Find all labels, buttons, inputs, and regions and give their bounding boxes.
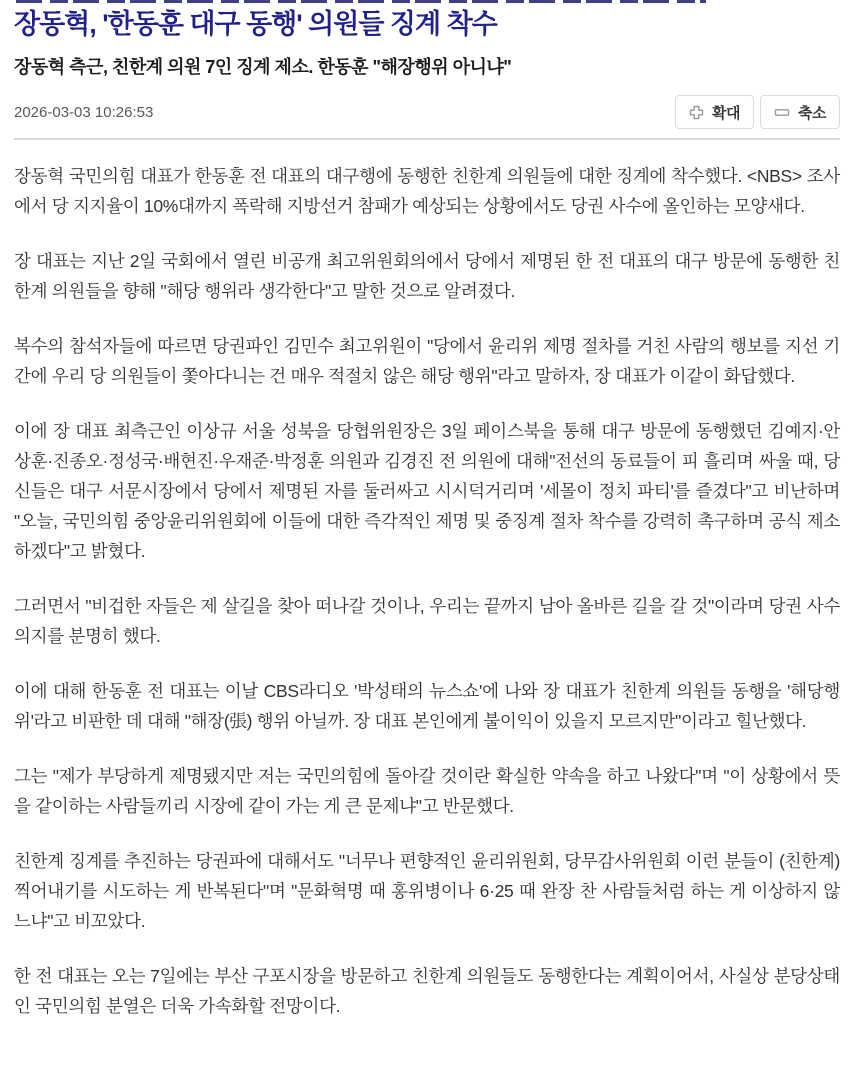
article-paragraph: 이에 장 대표 최측근인 이상규 서울 성북을 당협위원장은 3일 페이스북을 통해 대구 방문에 동행했던 김예지·안상훈·진종오·정성국·배현진·우재준·박정훈 의원과 김경진 전 의원에 대해"전선의 동료들이 피 흘리며 싸울 때, 당신들은 대구 서문시장에서 당에서 제명된 자를 둘러싸고 시시덕거리며 '세몰이 정치 파티'를 즐겼다"고 비난하며 "오늘, 국민의힘 중앙윤리위원회에 이들에 대한 즉각적인 제명 및 중징계 절차 착수를 강력히 촉구하며 공식 제소하겠다"고 밝혔다.	[14, 421, 840, 562]
article-paragraph: 장 대표는 지난 2일 국회에서 열린 비공개 최고위원회의에서 당에서 제명된 한 전 대표의 대구 방문에 동행한 친한계 의원들을 향해 "해당 행위라 생각한다"고 말한 것으로 알려졌다.	[14, 251, 840, 302]
zoom-out-button[interactable]	[760, 95, 840, 129]
zoom-out-label: 축소	[798, 104, 826, 122]
article-paragraph: 그는 "제가 부당하게 제명됐지만 저는 국민의힘에 돌아갈 것이란 확실한 약속을 하고 나왔다"며 "이 상황에서 뜻을 같이하는 사람들끼리 시장에 같이 가는 게 큰 문제냐"고 반문했다.	[14, 766, 840, 817]
zoom-out-icon	[774, 105, 790, 120]
article-title: 장동혁, '한동훈 대구 동행' 의원들 징계 착수	[14, 9, 497, 39]
article-paragraph: 친한계 징계를 추진하는 당권파에 대해서도 "너무나 편향적인 윤리위원회, 당무감사위원회 이런 분들이 (친한계) 찍어내기를 시도하는 게 반복된다"며 "문화혁명 때 홍위병이나 6·25 때 완장 찬 사람들처럼 하는 게 이상하지 않느냐"고 비꼬았다.	[14, 851, 840, 932]
header-divider	[14, 138, 840, 140]
article-paragraph: 그러면서 "비겁한 자들은 제 살길을 찾아 떠나갈 것이나, 우리는 끝까지 남아 올바른 길을 갈 것"이라며 당권 사수 의지를 분명히 했다.	[14, 596, 840, 647]
article-paragraph: 한 전 대표는 오는 7일에는 부산 구포시장을 방문하고 친한계 의원들도 동행한다는 계획이어서, 사실상 분당상태인 국민의힘 분열은 더욱 가속화할 전망이다.	[14, 966, 840, 1017]
article-meta-row	[14, 94, 840, 130]
zoom-in-button[interactable]	[675, 95, 754, 129]
article-paragraph: 이에 대해 한동훈 전 대표는 이날 CBS라디오 '박성태의 뉴스쇼'에 나와 장 대표가 친한계 의원들 동행을 '해당행위'라고 비판한 데 대해 "해장(張) 행위 아닐까. 장 대표 본인에게 불이익이 있을지 모르지만"이라고 힐난했다.	[14, 681, 840, 732]
article-body	[14, 161, 840, 1021]
zoom-in-icon	[689, 105, 704, 120]
article-paragraph: 복수의 참석자들에 따르면 당권파인 김민수 최고위원이 "당에서 윤리위 제명 절차를 거친 사람의 행보를 지선 기간에 우리 당 의원들이 쫓아다니는 건 매우 적절치 않은 해당 행위"라고 말하자, 장 대표가 이같이 화답했다.	[14, 336, 840, 387]
article-paragraph: 장동혁 국민의힘 대표가 한동훈 전 대표의 대구행에 동행한 친한계 의원들에 대한 징계에 착수했다. <NBS> 조사에서 당 지지율이 10%대까지 폭락해 지방선거 참패가 예상되는 상황에서도 당권 사수에 올인하는 모양새다.	[14, 166, 840, 217]
cropped-text-top	[16, 0, 706, 3]
zoom-in-label: 확대	[712, 104, 741, 122]
article-datetime: 2026-03-03 10:26:53	[14, 103, 154, 121]
article-subtitle: 장동혁 측근, 친한계 의원 7인 징계 제소. 한동훈 "해장행위 아니냐"	[14, 57, 512, 78]
font-size-controls	[675, 95, 840, 129]
